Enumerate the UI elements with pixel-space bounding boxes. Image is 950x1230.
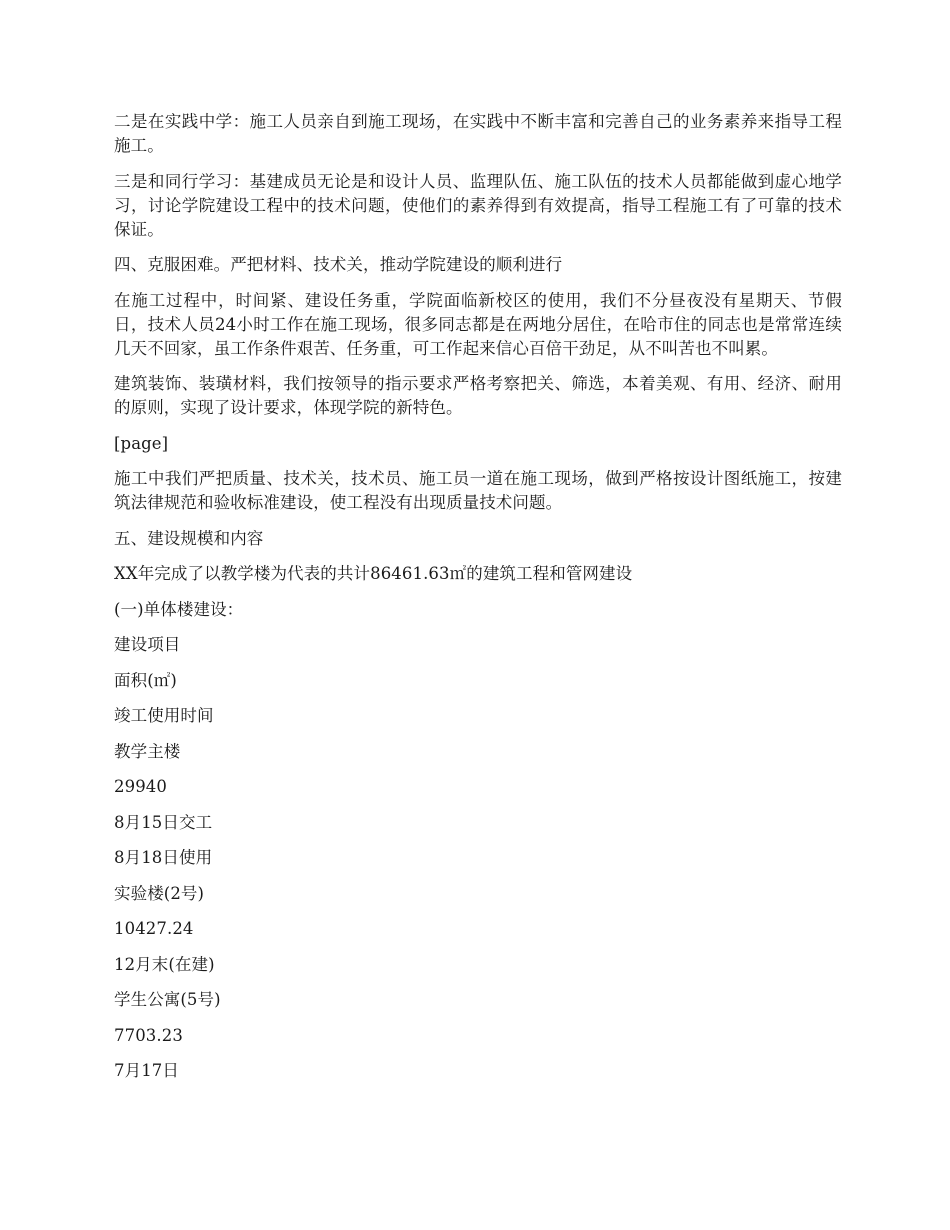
table-cell-completion-time: 8月15日交工	[114, 812, 213, 832]
table-cell-project: 实验楼(2号)	[114, 883, 205, 903]
table-cell-usage-time: 8月18日使用	[114, 848, 213, 867]
subheading-single-buildings: (一)单体楼建设：	[114, 599, 244, 619]
table-cell-area: 10427.24	[114, 919, 194, 938]
paragraph-practice-learning: 二是在实践中学：施工人员亲自到施工现场，在实践中不断丰富和完善自己的业务素养来指导工程施工。	[114, 112, 842, 155]
table-cell-project: 教学主楼	[114, 741, 181, 761]
section-heading-overcome-difficulties: 四、克服困难。严把材料、技术关，推动学院建设的顺利进行	[114, 255, 563, 274]
paragraph-decoration-materials: 建筑装饰、装璜材料，我们按领导的指示要求严格考察把关、筛选，本着美观、有用、经济、耐用的原则，实现了设计要求，体现学院的新特色。	[114, 374, 842, 417]
paragraph-quality-control: 施工中我们严把质量、技术关，技术员、施工员一道在施工现场，做到严格按设计图纸施工，按建筑法律规范和验收标准建设，使工程没有出现质量技术问题。	[114, 469, 842, 512]
paragraph-completed-area: XX年完成了以教学楼为代表的共计86461.63㎡的建筑工程和管网建设	[114, 564, 633, 583]
table-cell-completion-time: 12月末(在建)	[114, 954, 215, 974]
table-header-area: 面积(㎡)	[114, 670, 177, 690]
table-cell-completion-time: 7月17日	[114, 1061, 179, 1080]
table-cell-area: 7703.23	[114, 1025, 183, 1045]
table-header-project: 建设项目	[114, 635, 181, 654]
document-page	[114, 110, 842, 1095]
table-header-completion-time: 竣工使用时间	[114, 706, 214, 725]
section-heading-scale-content: 五、建设规模和内容	[114, 528, 264, 548]
table-cell-project: 学生公寓(5号)	[114, 990, 221, 1009]
paragraph-peer-learning: 三是和同行学习：基建成员无论是和设计人员、监理队伍、施工队伍的技术人员都能做到虚心地学习，讨论学院建设工程中的技术问题，使他们的素养得到有效提高，指导工程施工有了可靠的技术保证。	[114, 171, 842, 239]
paragraph-construction-process: 在施工过程中，时间紧、建设任务重，学院面临新校区的使用，我们不分昼夜没有星期天、节假日，技术人员24小时工作在施工现场，很多同志都是在两地分居住，在哈市住的同志也是常常连续几天不回家，虽工作条件艰苦、任务重，可工作起来信心百倍干劲足，从不叫苦也不叫累。	[114, 290, 842, 358]
page-marker: [page]	[114, 433, 169, 453]
table-cell-area: 29940	[114, 777, 167, 796]
